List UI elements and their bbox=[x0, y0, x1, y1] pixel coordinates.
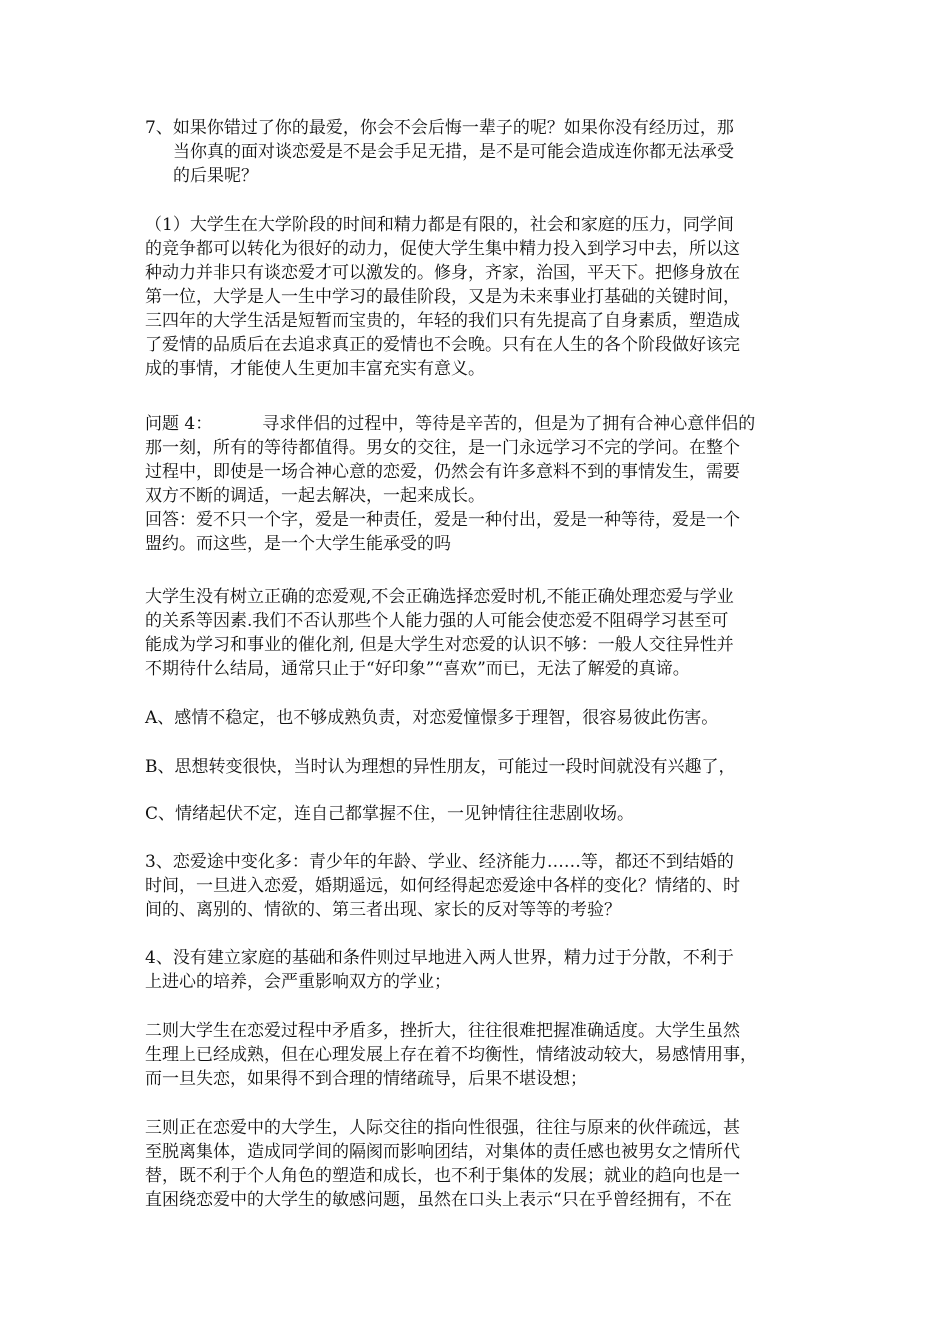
p4-line: 上进心的培养，会严重影响双方的学业； bbox=[145, 972, 451, 992]
p2-line: 能成为学习和事业的催化剂, 但是大学生对恋爱的认识不够：一般人交往异性并 bbox=[145, 635, 734, 655]
p2-line: 的关系等因素.我们不否认那些个人能力强的人可能会使恋爱不阻碍学习甚至可 bbox=[145, 611, 729, 631]
p5-line: 生理上已经成熟，但在心理发展上存在着不均衡性，情绪波动较大，易感情用事， bbox=[145, 1045, 757, 1065]
p1-line: （1）大学生在大学阶段的时间和精力都是有限的，社会和家庭的压力，同学间 bbox=[145, 215, 734, 235]
p3-line: 3、恋爱途中变化多：青少年的年龄、学业、经济能力……等，都还不到结婚的 bbox=[145, 852, 734, 872]
p1-line: 成的事情，才能使人生更加丰富充实有意义。 bbox=[145, 359, 485, 379]
p6-line: 三则正在恋爱中的大学生，人际交往的指向性很强，往往与原来的伙伴疏远，甚 bbox=[145, 1118, 740, 1138]
item-a-text: A、感情不稳定，也不够成熟负责，对恋爱憧憬多于理智，很容易彼此伤害。 bbox=[145, 708, 719, 728]
question-4 bbox=[145, 412, 807, 556]
p6-line: 替，既不利于个人角色的塑造和成长，也不利于集体的发展；就业的趋向也是一 bbox=[145, 1166, 740, 1186]
q7-line: 的后果呢？ bbox=[173, 166, 258, 186]
p1-line: 三四年的大学生活是短暂而宝贵的，年轻的我们只有先提高了自身素质，塑造成 bbox=[145, 311, 740, 331]
q4-first-text: 寻求伴侣的过程中，等待是辛苦的，但是为了拥有合神心意伴侣的 bbox=[262, 414, 756, 434]
q4-line: 过程中，即使是一场合神心意的恋爱，仍然会有许多意料不到的事情发生，需要 bbox=[145, 462, 740, 482]
p5-line: 而一旦失恋，如果得不到合理的情绪疏导，后果不堪设想； bbox=[145, 1069, 587, 1089]
item-a bbox=[145, 706, 807, 730]
p6-line: 直困绕恋爱中的大学生的敏感问题，虽然在口头上表示“只在乎曾经拥有，不在 bbox=[145, 1190, 732, 1210]
p6-line: 至脱离集体，造成同学间的隔阂而影响团结，对集体的责任感也被男女之情所代 bbox=[145, 1142, 740, 1162]
q4-line: 双方不断的调适，一起去解决，一起来成长。 bbox=[145, 486, 485, 506]
q4-line: 那一刻，所有的等待都值得。男女的交往，是一门永远学习不完的学问。在整个 bbox=[145, 438, 740, 458]
answer-line: 盟约。而这些，是一个大学生能承受的吗 bbox=[145, 534, 451, 554]
item-c bbox=[145, 802, 807, 826]
q7-line: 当你真的面对谈恋爱是不是会手足无措，是不是可能会造成连你都无法承受 bbox=[173, 142, 734, 162]
answer-paragraph-1 bbox=[145, 213, 807, 381]
p2-line: 大学生没有树立正确的恋爱观,不会正确选择恋爱时机,不能正确处理恋爱与学业 bbox=[145, 587, 734, 607]
q4-label: 问题 4： bbox=[145, 414, 213, 434]
paragraph-4 bbox=[145, 946, 807, 994]
q7-line: 7、如果你错过了你的最爱，你会不会后悔一辈子的呢？如果你没有经历过，那 bbox=[145, 118, 734, 138]
p1-line: 第一位，大学是人一生中学习的最佳阶段，又是为未来事业打基础的关键时间， bbox=[145, 287, 740, 307]
p1-line: 种动力并非只有谈恋爱才可以激发的。修身，齐家，治国，平天下。把修身放在 bbox=[145, 263, 740, 283]
question-7 bbox=[145, 116, 807, 188]
paragraph-3 bbox=[145, 850, 807, 922]
p3-line: 时间，一旦进入恋爱，婚期遥远，如何经得起恋爱途中各样的变化？情绪的、时 bbox=[145, 876, 740, 896]
item-b bbox=[145, 755, 807, 779]
p4-line: 4、没有建立家庭的基础和条件则过早地进入两人世界，精力过于分散，不利于 bbox=[145, 948, 734, 968]
item-b-text: B、思想转变很快，当时认为理想的异性朋友，可能过一段时间就没有兴趣了， bbox=[145, 757, 736, 777]
q4-first-line bbox=[145, 412, 807, 436]
paragraph-2 bbox=[145, 585, 807, 681]
p1-line: 了爱情的品质后在去追求真正的爱情也不会晚。只有在人生的各个阶段做好该完 bbox=[145, 335, 740, 355]
item-c-text: C、情绪起伏不定，连自己都掌握不住，一见钟情往往悲剧收场。 bbox=[145, 804, 635, 824]
answer-line: 回答：爱不只一个字，爱是一种责任，爱是一种付出，爱是一种等待，爱是一个 bbox=[145, 510, 740, 530]
paragraph-5 bbox=[145, 1019, 807, 1091]
p1-line: 的竞争都可以转化为很好的动力，促使大学生集中精力投入到学习中去，所以这 bbox=[145, 239, 740, 259]
paragraph-6 bbox=[145, 1116, 807, 1212]
p5-line: 二则大学生在恋爱过程中矛盾多，挫折大，往往很难把握准确适度。大学生虽然 bbox=[145, 1021, 740, 1041]
p2-line: 不期待什么结局，通常只止于“好印象”“喜欢”而已，无法了解爱的真谛。 bbox=[145, 659, 690, 679]
p3-line: 间的、离别的、情欲的、第三者出现、家长的反对等等的考验？ bbox=[145, 900, 621, 920]
